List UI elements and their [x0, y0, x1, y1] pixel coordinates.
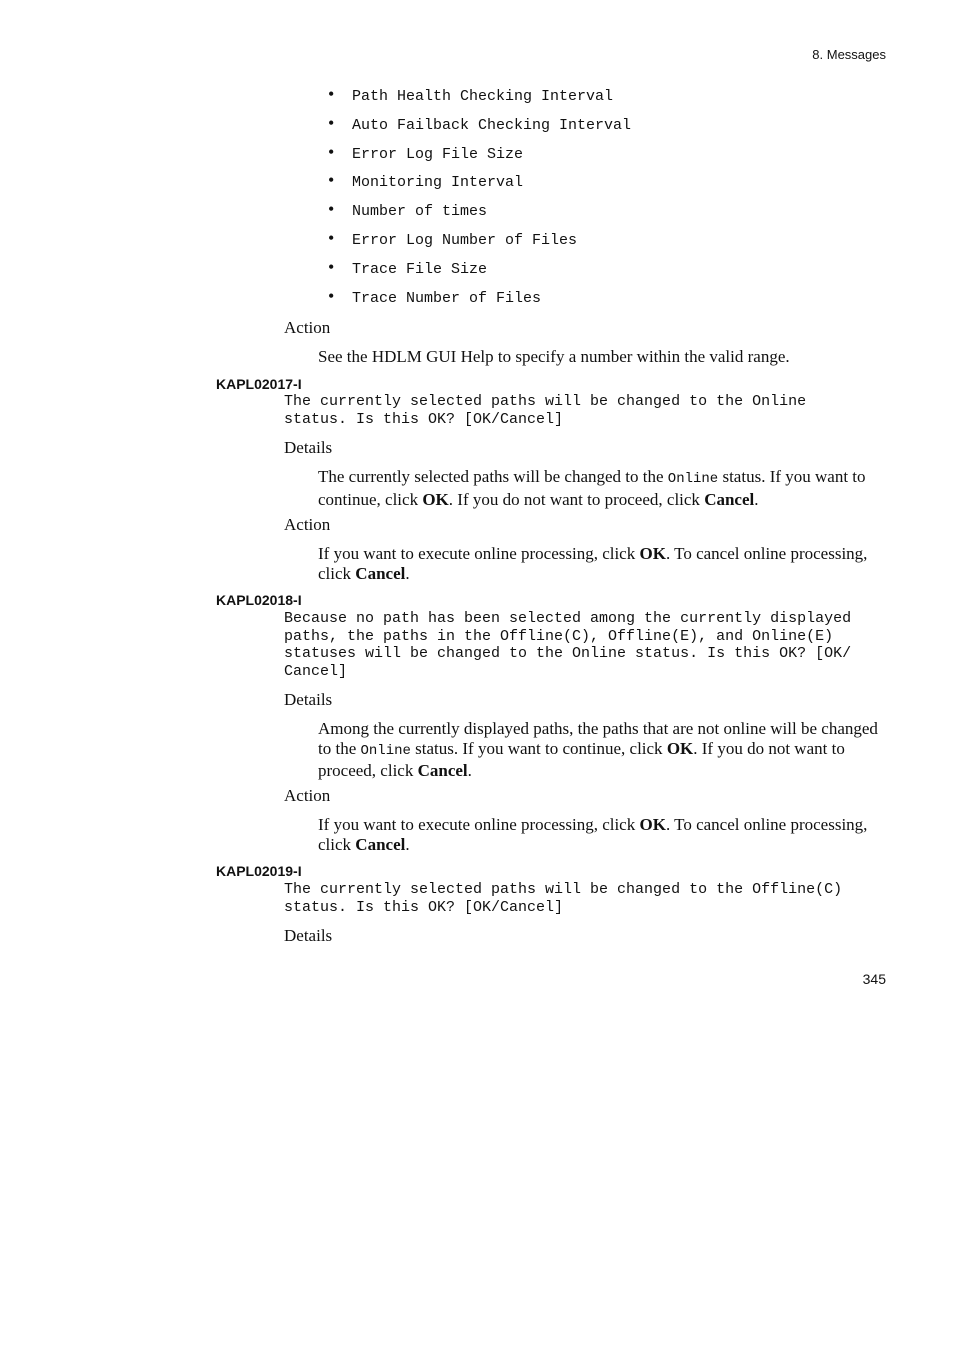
message-line: statuses will be changed to the Online status. Is this OK? [OK/: [284, 645, 852, 662]
message-id: KAPL02017-I: [216, 376, 302, 392]
action-label: Action: [284, 515, 331, 534]
action-text: If you want to execute online processing, click OK. To cancel online processing, click Cancel.: [318, 544, 868, 583]
list-item: • Monitoring Interval: [328, 172, 631, 201]
message-line: status. Is this OK? [OK/Cancel]: [284, 898, 564, 916]
action-label: Action: [284, 318, 331, 337]
list-item: • Error Log Number of Files: [328, 230, 631, 259]
message-text: [284, 393, 894, 428]
list-item: • Number of times: [328, 201, 631, 230]
action-label: Action: [284, 786, 331, 805]
list-item: • Trace Number of Files: [328, 288, 631, 317]
details-label: Details: [284, 926, 333, 945]
message-line: Because no path has been selected among the currently displayed: [284, 610, 852, 627]
details-text: The currently selected paths will be changed to the Online status. If you want to continue, click OK. If you do not want to proceed, click Cancel.: [318, 467, 866, 509]
parameter-list: [328, 86, 631, 316]
list-item: • Path Health Checking Interval: [328, 86, 631, 115]
list-item: • Trace File Size: [328, 259, 631, 288]
action-text: If you want to execute online processing, click OK. To cancel online processing, click Cancel.: [318, 815, 868, 854]
page-number: 345: [862, 971, 886, 987]
details-text: Among the currently displayed paths, the paths that are not online will be changed to the Online status. If you want to continue, click OK. If you do not want to proceed, click Cancel.: [318, 719, 878, 780]
message-line: status. Is this OK? [OK/Cancel]: [284, 410, 564, 428]
details-label: Details: [284, 438, 333, 457]
running-header: 8. Messages: [812, 47, 886, 62]
message-line: The currently selected paths will be changed to the Online: [284, 393, 807, 410]
message-line: Cancel]: [284, 662, 348, 680]
details-label: Details: [284, 690, 333, 709]
message-id: KAPL02019-I: [216, 863, 302, 879]
message-text: [284, 610, 894, 680]
list-item: • Auto Failback Checking Interval: [328, 115, 631, 144]
message-line: paths, the paths in the Offline(C), Offline(E), and Online(E): [284, 627, 834, 645]
message-line: The currently selected paths will be changed to the Offline(C): [284, 881, 843, 898]
message-id: KAPL02018-I: [216, 592, 302, 608]
message-text: [284, 881, 894, 916]
list-item: • Error Log File Size: [328, 144, 631, 173]
action-text: See the HDLM GUI Help to specify a number within the valid range.: [318, 347, 790, 366]
